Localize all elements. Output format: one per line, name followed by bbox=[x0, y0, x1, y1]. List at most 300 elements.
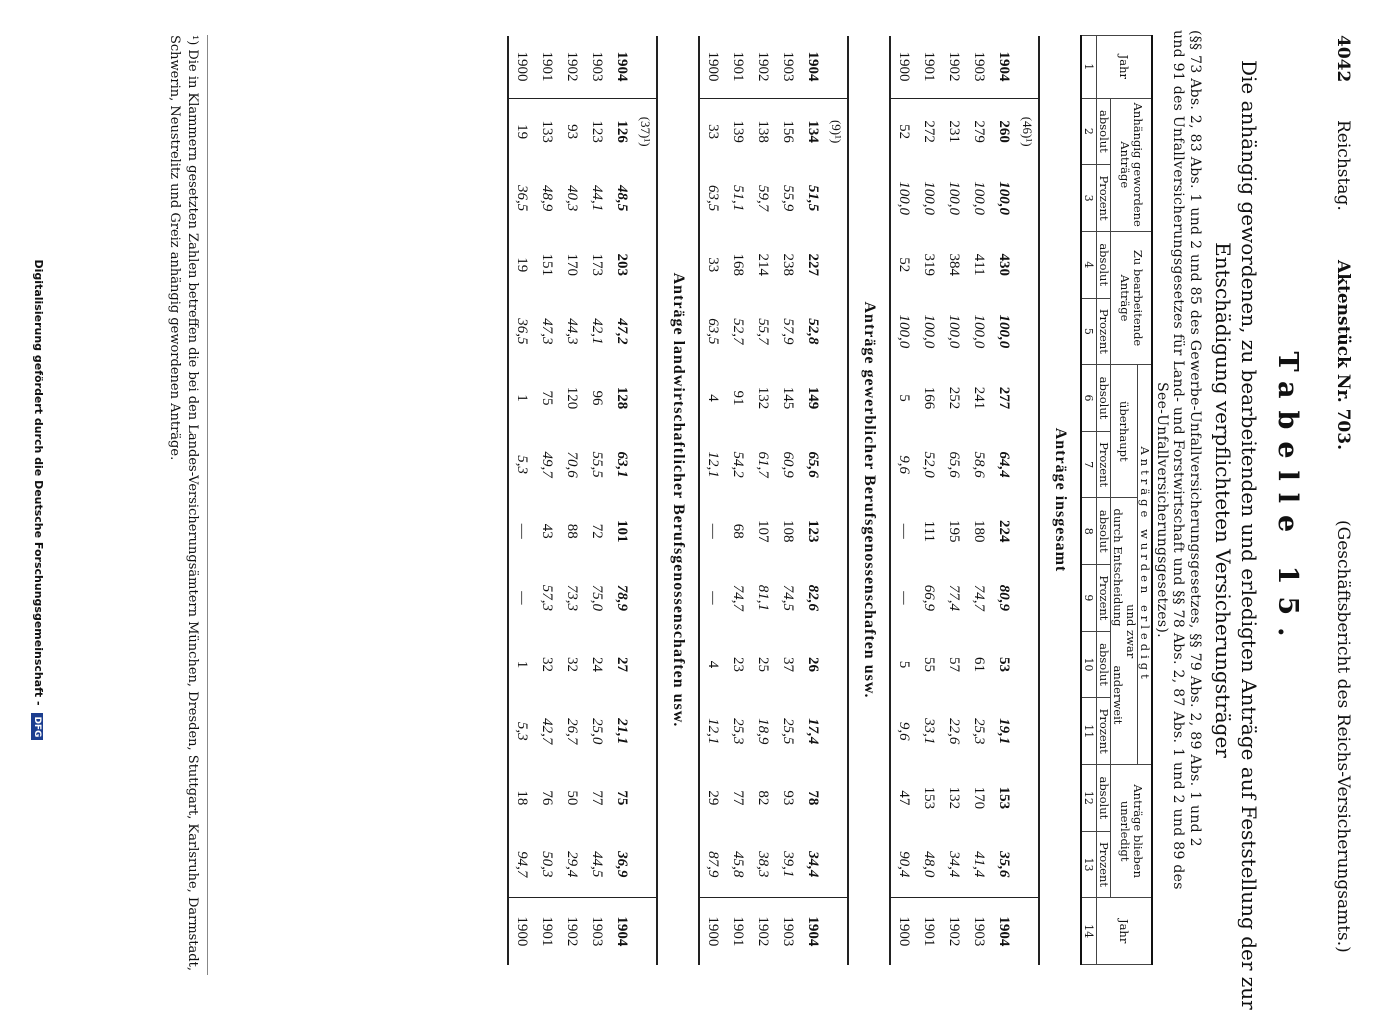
value-cell: 57,3 bbox=[539, 584, 555, 612]
value-cell: 65,6 bbox=[805, 451, 821, 478]
value-cell: 44,1 bbox=[589, 184, 605, 212]
value-cell: 1 bbox=[508, 631, 534, 698]
column-number: 13 bbox=[1081, 831, 1097, 898]
value-cell: 21,1 bbox=[614, 718, 630, 745]
section-title: Anträge gewerblicher Berufsgenossenschaften usw. bbox=[861, 301, 878, 699]
table-row bbox=[750, 36, 775, 965]
value-cell: 36,5 bbox=[508, 165, 534, 232]
column-number: 10 bbox=[1081, 631, 1097, 698]
value-cell: 100,0 bbox=[971, 181, 987, 215]
empty-cell bbox=[634, 631, 657, 698]
value-cell: 18,9 bbox=[755, 718, 771, 745]
value-cell: 68 bbox=[730, 523, 746, 539]
value-cell: 139 bbox=[730, 120, 746, 143]
value-cell: 9,6 bbox=[890, 698, 916, 765]
value-cell: 32 bbox=[539, 657, 555, 673]
year-cell: 1900 bbox=[699, 898, 725, 965]
value-cell: 35,6 bbox=[996, 851, 1012, 878]
sub-und-zwar: und zwar durch Entscheidunganderweit bbox=[1111, 498, 1138, 765]
value-cell: 36,5 bbox=[508, 298, 534, 365]
empty-cell bbox=[825, 898, 848, 965]
value-cell: 100,0 bbox=[971, 314, 987, 349]
value-cell: 1 bbox=[508, 365, 534, 432]
empty-cell bbox=[1016, 631, 1039, 698]
statistics-table bbox=[507, 35, 1153, 965]
year-cell: 1902 bbox=[750, 36, 775, 99]
value-cell: 123 bbox=[589, 120, 605, 143]
value-cell: 77,4 bbox=[946, 584, 962, 612]
value-cell: 78,9 bbox=[614, 584, 630, 612]
value-cell: 132 bbox=[946, 786, 962, 810]
value-cell: 166 bbox=[921, 386, 937, 410]
value-cell: 173 bbox=[589, 253, 605, 276]
empty-cell bbox=[1016, 565, 1039, 632]
value-cell: 100,0 bbox=[890, 298, 916, 365]
year-cell: 1900 bbox=[699, 36, 725, 99]
empty-cell bbox=[825, 631, 848, 698]
table-row bbox=[699, 36, 725, 965]
column-number: 8 bbox=[1081, 498, 1097, 565]
year-cell: 1902 bbox=[750, 898, 775, 965]
value-cell: 100,0 bbox=[996, 181, 1012, 215]
column-number: 3 bbox=[1081, 165, 1097, 232]
value-cell: 61 bbox=[971, 657, 987, 673]
empty-cell bbox=[1016, 498, 1039, 565]
value-cell: 51,5 bbox=[805, 184, 821, 212]
value-cell: 44,5 bbox=[589, 851, 605, 878]
value-cell: 19 bbox=[508, 98, 534, 165]
paragraph-line-1: (§§ 73 Abs. 2, 83 Abs. 1 und 2 und 85 des Gewerbe-Unfallversicherungsgesetzes, §§ 79 Abs. 2, 89 Abs. 1 und 2 bbox=[1187, 30, 1203, 847]
value-cell: 33 bbox=[699, 231, 725, 298]
column-number: 6 bbox=[1081, 365, 1097, 432]
value-cell: 47,2 bbox=[614, 318, 630, 345]
hdr-absolut: absolut bbox=[1097, 631, 1111, 698]
value-cell: 100,0 bbox=[921, 314, 937, 349]
empty-cell bbox=[634, 498, 657, 565]
value-cell: 36,9 bbox=[614, 851, 630, 878]
value-cell: 227 bbox=[805, 253, 821, 276]
value-cell: 134 bbox=[805, 120, 821, 143]
value-cell: 51,1 bbox=[730, 184, 746, 212]
value-cell: 61,7 bbox=[755, 451, 771, 478]
table-row bbox=[890, 36, 916, 965]
table-row bbox=[991, 36, 1016, 965]
value-cell: 63,5 bbox=[699, 298, 725, 365]
header-center: Aktenstück Nr. 703. bbox=[1333, 260, 1353, 451]
value-cell: 100,0 bbox=[996, 314, 1012, 349]
column-number: 9 bbox=[1081, 565, 1097, 632]
year-cell: 1904 bbox=[991, 898, 1016, 965]
empty-cell bbox=[634, 698, 657, 765]
value-cell: 52,8 bbox=[805, 318, 821, 345]
value-cell: 108 bbox=[780, 520, 796, 543]
paragraph-line-3: See-Unfallversicherungsgesetzes). bbox=[1154, 382, 1170, 638]
column-number: 14 bbox=[1081, 898, 1097, 965]
section-note-row bbox=[1016, 36, 1039, 965]
year-cell: 1900 bbox=[890, 36, 916, 99]
hdr-prozent: Prozent bbox=[1097, 831, 1111, 898]
empty-cell bbox=[1016, 765, 1039, 832]
header-right: (Geschäftsbericht des Reichs-Versicherungsamts.) bbox=[1333, 520, 1353, 953]
empty-cell bbox=[825, 698, 848, 765]
credit-text: Digitalisierung gefördert durch die Deutsche Forschungsgemeinschaft - bbox=[32, 259, 45, 706]
empty-cell bbox=[634, 165, 657, 232]
section-title: Anträge landwirtschaftlicher Berufsgenossenschaften usw. bbox=[670, 272, 687, 728]
value-cell: 74,7 bbox=[730, 584, 746, 612]
section-title: Anträge insgesamt bbox=[1052, 427, 1069, 573]
hdr-absolut: absolut bbox=[1097, 765, 1111, 832]
year-cell: 1901 bbox=[916, 36, 941, 99]
value-cell: 4 bbox=[699, 631, 725, 698]
empty-cell bbox=[1016, 165, 1039, 232]
value-cell: 58,6 bbox=[971, 451, 987, 478]
table-row bbox=[916, 36, 941, 965]
value-cell: 44,3 bbox=[564, 318, 580, 345]
value-cell: 96 bbox=[589, 390, 605, 406]
value-cell: 231 bbox=[946, 120, 962, 143]
hdr-prozent: Prozent bbox=[1097, 698, 1111, 765]
table-row bbox=[508, 36, 534, 965]
empty-cell bbox=[634, 365, 657, 432]
value-cell: 73,3 bbox=[564, 584, 580, 612]
value-cell: 49,7 bbox=[539, 451, 555, 478]
year-cell: 1901 bbox=[725, 36, 750, 99]
empty-cell bbox=[1016, 36, 1039, 99]
year-cell: 1901 bbox=[916, 898, 941, 965]
year-cell: 1902 bbox=[941, 36, 966, 99]
year-cell: 1900 bbox=[508, 898, 534, 965]
column-number-row bbox=[1081, 36, 1097, 965]
empty-cell bbox=[825, 365, 848, 432]
value-cell: 25,5 bbox=[780, 718, 796, 745]
hdr-prozent: Prozent bbox=[1097, 165, 1111, 232]
value-cell: 63,1 bbox=[614, 451, 630, 478]
value-cell: 52,7 bbox=[730, 318, 746, 345]
table-row bbox=[775, 36, 800, 965]
value-cell: 40,3 bbox=[564, 184, 580, 212]
value-cell: 133 bbox=[539, 120, 555, 143]
value-cell: 93 bbox=[780, 790, 796, 806]
value-cell: 279 bbox=[971, 120, 987, 143]
empty-cell bbox=[634, 565, 657, 632]
column-number: 12 bbox=[1081, 765, 1097, 832]
value-cell: 78 bbox=[805, 790, 821, 806]
value-cell: — bbox=[699, 498, 725, 565]
value-cell: 66,9 bbox=[921, 584, 937, 612]
hdr-absolut: absolut bbox=[1097, 365, 1111, 432]
year-cell: 1900 bbox=[508, 36, 534, 99]
value-cell: 72 bbox=[589, 523, 605, 539]
value-cell: 55 bbox=[921, 657, 937, 673]
value-cell: 5 bbox=[890, 631, 916, 698]
paragraph-line-2: und 91 des Unfallversicherungsgesetzes für Land- und Forstwirtschaft und §§ 78 Abs. 2, 87 Abs. 1 und 2 und 89 des bbox=[1170, 30, 1186, 890]
value-cell: 53 bbox=[996, 657, 1012, 673]
empty-cell bbox=[825, 565, 848, 632]
year-cell: 1900 bbox=[890, 898, 916, 965]
value-cell: 50,3 bbox=[539, 851, 555, 878]
value-cell: 90,4 bbox=[890, 831, 916, 898]
value-cell: 29,4 bbox=[564, 851, 580, 878]
value-cell: 138 bbox=[755, 120, 771, 143]
value-cell: 24 bbox=[589, 657, 605, 673]
empty-cell bbox=[634, 831, 657, 898]
value-cell: 19 bbox=[508, 231, 534, 298]
value-cell: 57,9 bbox=[780, 318, 796, 345]
value-cell: 101 bbox=[614, 520, 630, 543]
value-cell: 126 bbox=[614, 120, 630, 143]
year-cell: 1904 bbox=[800, 898, 825, 965]
value-cell: 77 bbox=[589, 790, 605, 806]
hdr-prozent: Prozent bbox=[1097, 431, 1111, 498]
footnote: ¹) Die in Klammern gesetzten Zahlen betreffen die bei den Landes-Versicherungsämtern München, Dresden, Stuttgart, Karlsruhe, Darmstadt, Schwerin, Neustrelitz und Greiz anhängig gewordenen Anträge. bbox=[165, 35, 208, 975]
empty-cell bbox=[634, 765, 657, 832]
value-cell: 100,0 bbox=[921, 181, 937, 215]
empty-cell bbox=[1016, 431, 1039, 498]
value-cell: 25 bbox=[755, 657, 771, 673]
table-row bbox=[941, 36, 966, 965]
value-cell: 34,4 bbox=[946, 851, 962, 878]
value-cell: 195 bbox=[946, 520, 962, 543]
value-cell: — bbox=[508, 565, 534, 632]
hdr-prozent: Prozent bbox=[1097, 298, 1111, 365]
value-cell: 100,0 bbox=[890, 165, 916, 232]
value-cell: 48,0 bbox=[921, 851, 937, 878]
value-cell: 55,5 bbox=[589, 451, 605, 478]
value-cell: 74,5 bbox=[780, 584, 796, 612]
value-cell: 128 bbox=[614, 386, 630, 410]
value-cell: 22,6 bbox=[946, 718, 962, 745]
value-cell: 29 bbox=[699, 765, 725, 832]
year-cell: 1901 bbox=[534, 36, 559, 99]
value-cell: 224 bbox=[996, 520, 1012, 543]
value-cell: 19,1 bbox=[996, 718, 1012, 745]
value-cell: 75 bbox=[539, 390, 555, 406]
column-number: 5 bbox=[1081, 298, 1097, 365]
column-number: 7 bbox=[1081, 431, 1097, 498]
value-cell: 238 bbox=[780, 253, 796, 276]
value-cell: 168 bbox=[730, 253, 746, 276]
value-cell: — bbox=[699, 565, 725, 632]
year-cell: 1901 bbox=[725, 898, 750, 965]
column-number: 11 bbox=[1081, 698, 1097, 765]
value-cell: 156 bbox=[780, 120, 796, 143]
empty-cell bbox=[825, 165, 848, 232]
value-cell: 47 bbox=[890, 765, 916, 832]
empty-cell bbox=[1016, 365, 1039, 432]
value-cell: 82 bbox=[755, 790, 771, 806]
col-jahr-right: Jahr bbox=[1097, 898, 1153, 965]
year-cell: 1901 bbox=[534, 898, 559, 965]
table-row bbox=[966, 36, 991, 965]
value-cell: 145 bbox=[780, 386, 796, 410]
empty-cell bbox=[634, 36, 657, 99]
table-row bbox=[584, 36, 609, 965]
value-cell: 33 bbox=[699, 98, 725, 165]
value-cell: 25,3 bbox=[730, 718, 746, 745]
value-cell: — bbox=[890, 565, 916, 632]
value-cell: 50 bbox=[564, 790, 580, 806]
value-cell: 272 bbox=[921, 120, 937, 143]
value-cell: — bbox=[508, 498, 534, 565]
value-cell: 70,6 bbox=[564, 451, 580, 478]
empty-cell bbox=[1016, 831, 1039, 898]
section-note-row bbox=[825, 36, 848, 965]
value-cell: 94,7 bbox=[508, 831, 534, 898]
group-anhaengig: Anhängig gewordene Anträge bbox=[1111, 98, 1153, 231]
table-row bbox=[534, 36, 559, 965]
table-row bbox=[559, 36, 584, 965]
value-cell: 319 bbox=[921, 253, 937, 276]
year-cell: 1904 bbox=[991, 36, 1016, 99]
value-cell: 47,3 bbox=[539, 318, 555, 345]
empty-cell bbox=[1016, 698, 1039, 765]
group-unerledigt: Anträge blieben unerledigt bbox=[1111, 765, 1153, 898]
value-cell: 64,4 bbox=[996, 451, 1012, 478]
value-cell: 151 bbox=[539, 253, 555, 276]
empty-cell bbox=[634, 298, 657, 365]
value-cell: — bbox=[890, 498, 916, 565]
section-note-row bbox=[634, 36, 657, 965]
year-cell: 1903 bbox=[584, 898, 609, 965]
value-cell: 42,7 bbox=[539, 718, 555, 745]
group-erledigt: Anträge wurden erledigt bbox=[1138, 365, 1153, 765]
value-cell: 18 bbox=[508, 765, 534, 832]
section-note: (46)¹) bbox=[1016, 98, 1039, 165]
empty-cell bbox=[634, 231, 657, 298]
value-cell: 48,5 bbox=[614, 184, 630, 212]
value-cell: 52 bbox=[890, 98, 916, 165]
value-cell: 37 bbox=[780, 657, 796, 673]
empty-cell bbox=[1016, 898, 1039, 965]
value-cell: 411 bbox=[971, 253, 987, 276]
section-title-row bbox=[1039, 36, 1081, 965]
value-cell: 12,1 bbox=[699, 698, 725, 765]
empty-cell bbox=[1016, 298, 1039, 365]
value-cell: 80,9 bbox=[996, 584, 1012, 612]
value-cell: 26,7 bbox=[564, 718, 580, 745]
value-cell: 107 bbox=[755, 520, 771, 543]
value-cell: 27 bbox=[614, 657, 630, 673]
year-cell: 1904 bbox=[800, 36, 825, 99]
value-cell: 55,7 bbox=[755, 318, 771, 345]
sub-ueberhaupt: überhaupt bbox=[1111, 365, 1138, 498]
value-cell: 43 bbox=[539, 523, 555, 539]
value-cell: 60,9 bbox=[780, 451, 796, 478]
value-cell: 82,6 bbox=[805, 584, 821, 612]
empty-cell bbox=[825, 231, 848, 298]
value-cell: 5,3 bbox=[508, 431, 534, 498]
value-cell: 100,0 bbox=[946, 181, 962, 215]
year-cell: 1904 bbox=[609, 898, 634, 965]
value-cell: 54,2 bbox=[730, 451, 746, 478]
year-cell: 1903 bbox=[966, 898, 991, 965]
dfg-logo-icon: DFG bbox=[31, 713, 43, 740]
value-cell: 77 bbox=[730, 790, 746, 806]
column-number: 2 bbox=[1081, 98, 1097, 165]
table-row bbox=[609, 36, 634, 965]
value-cell: 9,6 bbox=[890, 431, 916, 498]
value-cell: 52 bbox=[890, 231, 916, 298]
value-cell: 42,1 bbox=[589, 318, 605, 345]
value-cell: 100,0 bbox=[946, 314, 962, 349]
value-cell: 33,1 bbox=[921, 718, 937, 745]
value-cell: 277 bbox=[996, 386, 1012, 410]
value-cell: 55,9 bbox=[780, 184, 796, 212]
empty-cell bbox=[634, 431, 657, 498]
value-cell: 5 bbox=[890, 365, 916, 432]
value-cell: 5,3 bbox=[508, 698, 534, 765]
empty-cell bbox=[825, 498, 848, 565]
value-cell: 93 bbox=[564, 124, 580, 140]
empty-cell bbox=[825, 831, 848, 898]
value-cell: 38,3 bbox=[755, 851, 771, 878]
column-number: 4 bbox=[1081, 231, 1097, 298]
value-cell: 153 bbox=[996, 786, 1012, 810]
table-row bbox=[800, 36, 825, 965]
value-cell: 41,4 bbox=[971, 851, 987, 878]
value-cell: 81,1 bbox=[755, 584, 771, 612]
value-cell: 430 bbox=[996, 253, 1012, 276]
table-title: Tabelle 15. bbox=[1272, 351, 1303, 649]
value-cell: 59,7 bbox=[755, 184, 771, 212]
empty-cell bbox=[634, 898, 657, 965]
col-jahr-left: Jahr bbox=[1097, 36, 1153, 99]
table-row bbox=[725, 36, 750, 965]
value-cell: 32 bbox=[564, 657, 580, 673]
hdr-absolut: absolut bbox=[1097, 231, 1111, 298]
value-cell: 63,5 bbox=[699, 165, 725, 232]
page-number: 4042 bbox=[1333, 35, 1353, 83]
value-cell: 241 bbox=[971, 386, 987, 410]
year-cell: 1903 bbox=[966, 36, 991, 99]
sidebar-credit bbox=[31, 0, 45, 1000]
value-cell: 260 bbox=[996, 120, 1012, 143]
value-cell: 25,3 bbox=[971, 718, 987, 745]
value-cell: 203 bbox=[614, 253, 630, 276]
value-cell: 74,7 bbox=[971, 584, 987, 612]
value-cell: 132 bbox=[755, 386, 771, 410]
value-cell: 23 bbox=[730, 657, 746, 673]
value-cell: 88 bbox=[564, 523, 580, 539]
value-cell: 111 bbox=[921, 520, 937, 542]
value-cell: 52,0 bbox=[921, 451, 937, 478]
year-cell: 1902 bbox=[941, 898, 966, 965]
value-cell: 17,4 bbox=[805, 718, 821, 745]
hdr-prozent: Prozent bbox=[1097, 565, 1111, 632]
value-cell: 170 bbox=[971, 786, 987, 810]
header-left: Reichstag. bbox=[1333, 120, 1353, 211]
value-cell: 76 bbox=[539, 790, 555, 806]
value-cell: 57 bbox=[946, 657, 962, 673]
value-cell: 180 bbox=[971, 520, 987, 543]
year-cell: 1903 bbox=[584, 36, 609, 99]
value-cell: 91 bbox=[730, 390, 746, 406]
group-bearbeiten: Zu bearbeitende Anträge bbox=[1111, 231, 1153, 364]
value-cell: 149 bbox=[805, 386, 821, 410]
value-cell: 252 bbox=[946, 386, 962, 410]
subtitle-line-1: Die anhängig gewordenen, zu bearbeitenden und erledigten Anträge auf Feststellung der zur bbox=[1237, 60, 1261, 1010]
empty-cell bbox=[825, 36, 848, 99]
value-cell: 26 bbox=[805, 657, 821, 673]
value-cell: 170 bbox=[564, 253, 580, 276]
column-number: 1 bbox=[1081, 36, 1097, 99]
value-cell: 87,9 bbox=[699, 831, 725, 898]
value-cell: 120 bbox=[564, 386, 580, 410]
value-cell: 25,0 bbox=[589, 718, 605, 745]
subtitle-line-2: Entschädigung verpflichteten Versicherungsträger bbox=[1211, 242, 1235, 758]
value-cell: 39,1 bbox=[780, 851, 796, 878]
value-cell: 384 bbox=[946, 253, 962, 276]
